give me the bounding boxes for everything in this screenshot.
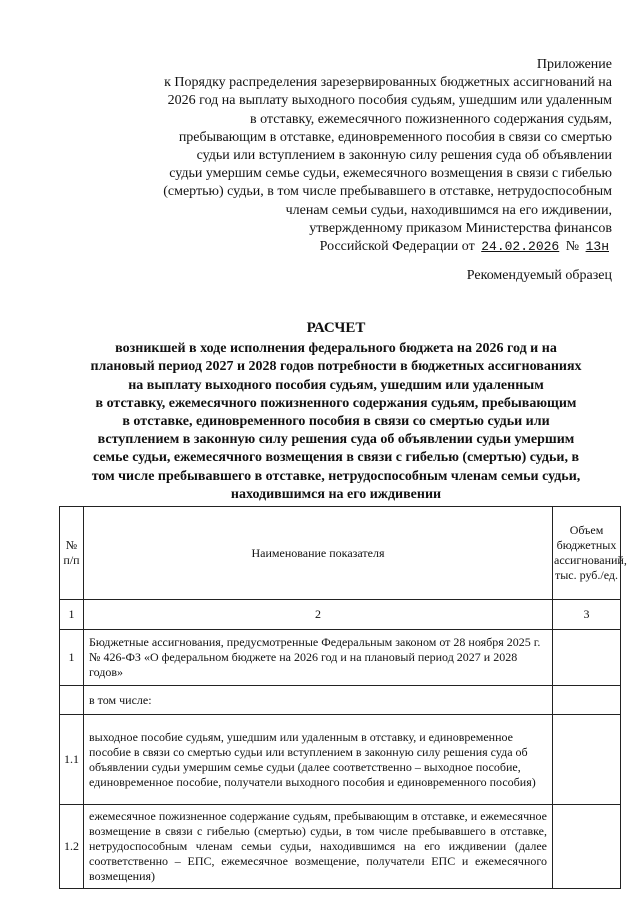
title-line: плановый период 2027 и 2028 годов потребности в бюджетных ассигнованиях (90, 359, 582, 375)
document-title (60, 319, 612, 504)
table-row (60, 805, 621, 889)
header-name-cell: Наименование показателя (84, 507, 553, 600)
appendix-line: в отставку, ежемесячного пожизненного содержания судьям, (250, 111, 612, 127)
title-line: том числе пребывавшего в отставке, нетрудоспособным членам семьи судьи, (91, 468, 581, 484)
row-number-cell: 1 (60, 630, 84, 686)
column-number-cell: 1 (60, 600, 84, 630)
appendix-line: к Порядку распределения зарезервированных бюджетных ассигнований на (164, 75, 612, 91)
appendix-block (112, 56, 612, 256)
title-line: вступлением в законную силу решения суда об объявлении судьи умершим (97, 432, 575, 448)
order-number: 13н (585, 239, 609, 255)
row-value-cell (553, 630, 621, 686)
column-number-cell: 2 (84, 600, 553, 630)
row-text-cell: ежемесячное пожизненное содержание судьям, пребывающим в отставке, и ежемесячное возмещение в связи с гибелью (смертью) судьи, в том числе пребывавшего в отставке, нетрудоспособным членам семьи судьи, находившимся на его иждивении (далее соответственно – ЕПС, ежемесячное возмещение, получатели ЕПС и ежемесячного возмещения) (84, 805, 553, 889)
title-line: в отставку, ежемесячного пожизненного содержания судьям, пребывающим (95, 395, 577, 411)
column-number-cell: 3 (553, 600, 621, 630)
appendix-line: судьи умершим семье судьи, ежемесячного возмещения в связи с гибелью (169, 166, 612, 182)
row-text-cell: выходное пособие судьям, ушедшим или удаленным в отставку, и единовременное пособие в связи со смертью судьи или вступлением в законную силу решения суда об объявлении судьи умершим семье судьи (далее соответственно – выходное пособие, единовременное пособие, получатели выходного пособия и единовременного пособия) (84, 715, 553, 805)
column-number-row (60, 600, 621, 630)
title-line: в отставке, единовременного пособия в связи со смертью судьи или (122, 414, 550, 430)
order-date: 24.02.2026 (481, 239, 560, 255)
row-value-cell (553, 686, 621, 715)
row-value-cell (553, 715, 621, 805)
title-line: на выплату выходного пособия судьям, ушедшим или удаленным (128, 377, 544, 393)
order-reference (112, 238, 612, 256)
calculation-table (59, 506, 627, 889)
table-header-row (60, 507, 621, 600)
table-row (60, 630, 621, 686)
appendix-line: утвержденному приказом Министерства финансов (309, 220, 612, 236)
table-row (60, 715, 621, 805)
appendix-line: Приложение (536, 57, 612, 72)
appendix-line: судьи или вступлением в законную силу решения суда об объявлении (196, 148, 612, 164)
title-heading: РАСЧЕТ (306, 320, 366, 336)
header-volume-cell: Объем бюджетных ассигнований, тыс. руб./ед. (553, 507, 621, 600)
order-number-label: № (565, 239, 580, 255)
row-value-cell (553, 805, 621, 889)
sample-label: Рекомендуемый образец (466, 268, 612, 283)
order-prefix: Российской Федерации от (319, 239, 475, 255)
title-line: семье судьи, ежемесячного возмещения в связи с гибелью (смертью) судьи, в (92, 450, 580, 466)
title-line: находившимся на его иждивении (230, 486, 442, 502)
header-number-cell: № п/п (60, 507, 84, 600)
row-text-cell: Бюджетные ассигнования, предусмотренные Федеральным законом от 28 ноября 2025 г. № 426-ФЗ «О федеральном бюджете на 2026 год и на плановый период 2027 и 2028 годов» (84, 630, 553, 686)
appendix-line: членам семьи судьи, находившимся на его иждивении, (285, 202, 612, 218)
row-text-cell: в том числе: (84, 686, 553, 715)
row-number-cell: 1.1 (60, 715, 84, 805)
appendix-line: пребывающим в отставке, единовременного пособия в связи со смертью (178, 129, 612, 145)
appendix-line: (смертью) судьи, в том числе пребывавшего в отставке, нетрудоспособным (163, 184, 612, 200)
row-number-cell: 1.2 (60, 805, 84, 889)
appendix-line: 2026 год на выплату выходного пособия судьям, ушедшим или удаленным (167, 93, 612, 109)
row-number-cell (60, 686, 84, 715)
table-row (60, 686, 621, 715)
title-line: возникшей в ходе исполнения федерального бюджета на 2026 год и на (115, 341, 557, 357)
